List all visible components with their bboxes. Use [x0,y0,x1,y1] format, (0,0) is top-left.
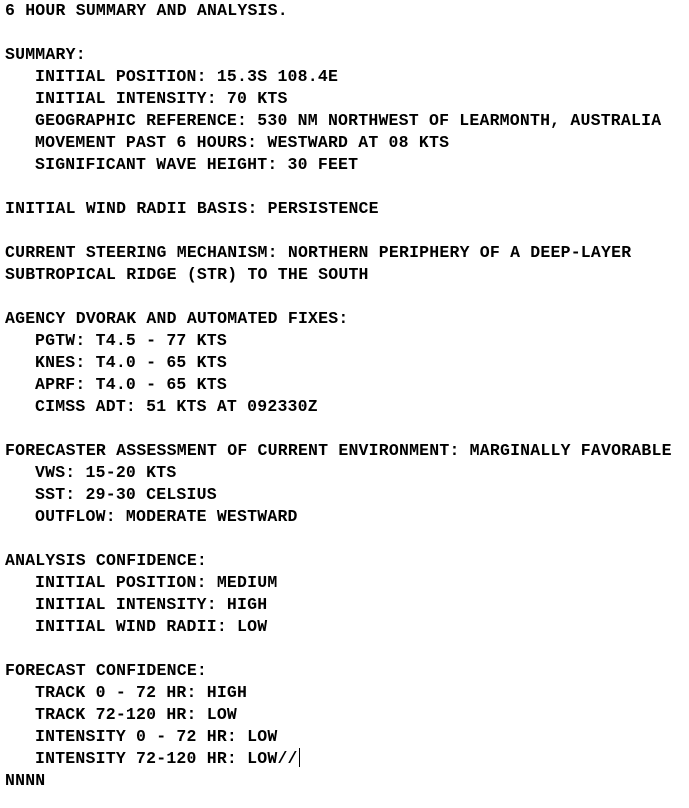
environment-header: FORECASTER ASSESSMENT OF CURRENT ENVIRONMENT: MARGINALLY FAVORABLE [5,441,672,460]
fix-knes: KNES: T4.0 - 65 KTS [35,353,227,372]
forecast-confidence-intensity-72-120-line[interactable] [5,748,689,770]
spacer [5,418,689,440]
analysis-confidence-position: INITIAL POSITION: MEDIUM [35,573,278,592]
summary-geographic-reference: GEOGRAPHIC REFERENCE: 530 NM NORTHWEST OF LEARMONTH, AUSTRALIA [35,111,662,130]
summary-header: SUMMARY: [5,45,86,64]
fixes-header: AGENCY DVORAK AND AUTOMATED FIXES: [5,309,349,328]
fix-cimss-adt: CIMSS ADT: 51 KTS AT 092330Z [35,397,318,416]
analysis-confidence-header: ANALYSIS CONFIDENCE: [5,551,208,570]
forecast-confidence-track-72-120: TRACK 72-120 HR: LOW [35,705,238,724]
spacer [5,638,689,660]
analysis-confidence-wind-radii: INITIAL WIND RADII: LOW [35,617,268,636]
environment-vws: VWS: 15-20 KTS [35,463,177,482]
forecast-confidence-header: FORECAST CONFIDENCE: [5,661,208,680]
summary-movement: MOVEMENT PAST 6 HOURS: WESTWARD AT 08 KTS [35,133,450,152]
forecast-confidence-intensity-0-72: INTENSITY 0 - 72 HR: LOW [35,727,278,746]
fix-aprf: APRF: T4.0 - 65 KTS [35,375,227,394]
spacer [5,22,689,44]
environment-sst: SST: 29-30 CELSIUS [35,485,217,504]
end-marker: NNNN [5,771,46,790]
wind-radii-basis: INITIAL WIND RADII BASIS: PERSISTENCE [5,199,379,218]
spacer [5,528,689,550]
text-cursor [299,748,300,767]
spacer [5,220,689,242]
steering-mechanism-line-1: CURRENT STEERING MECHANISM: NORTHERN PERIPHERY OF A DEEP-LAYER [5,243,632,262]
summary-initial-position: INITIAL POSITION: 15.3S 108.4E [35,67,339,86]
analysis-confidence-intensity: INITIAL INTENSITY: HIGH [35,595,268,614]
forecast-confidence-track-0-72: TRACK 0 - 72 HR: HIGH [35,683,248,702]
bulletin-title: 6 HOUR SUMMARY AND ANALYSIS. [5,1,288,20]
summary-wave-height: SIGNIFICANT WAVE HEIGHT: 30 FEET [35,155,359,174]
summary-initial-intensity: INITIAL INTENSITY: 70 KTS [35,89,288,108]
steering-mechanism-line-2: SUBTROPICAL RIDGE (STR) TO THE SOUTH [5,265,369,284]
spacer [5,286,689,308]
spacer [5,176,689,198]
fix-pgtw: PGTW: T4.5 - 77 KTS [35,331,227,350]
forecast-confidence-intensity-72-120: INTENSITY 72-120 HR: LOW// [35,749,298,768]
environment-outflow: OUTFLOW: MODERATE WESTWARD [35,507,298,526]
